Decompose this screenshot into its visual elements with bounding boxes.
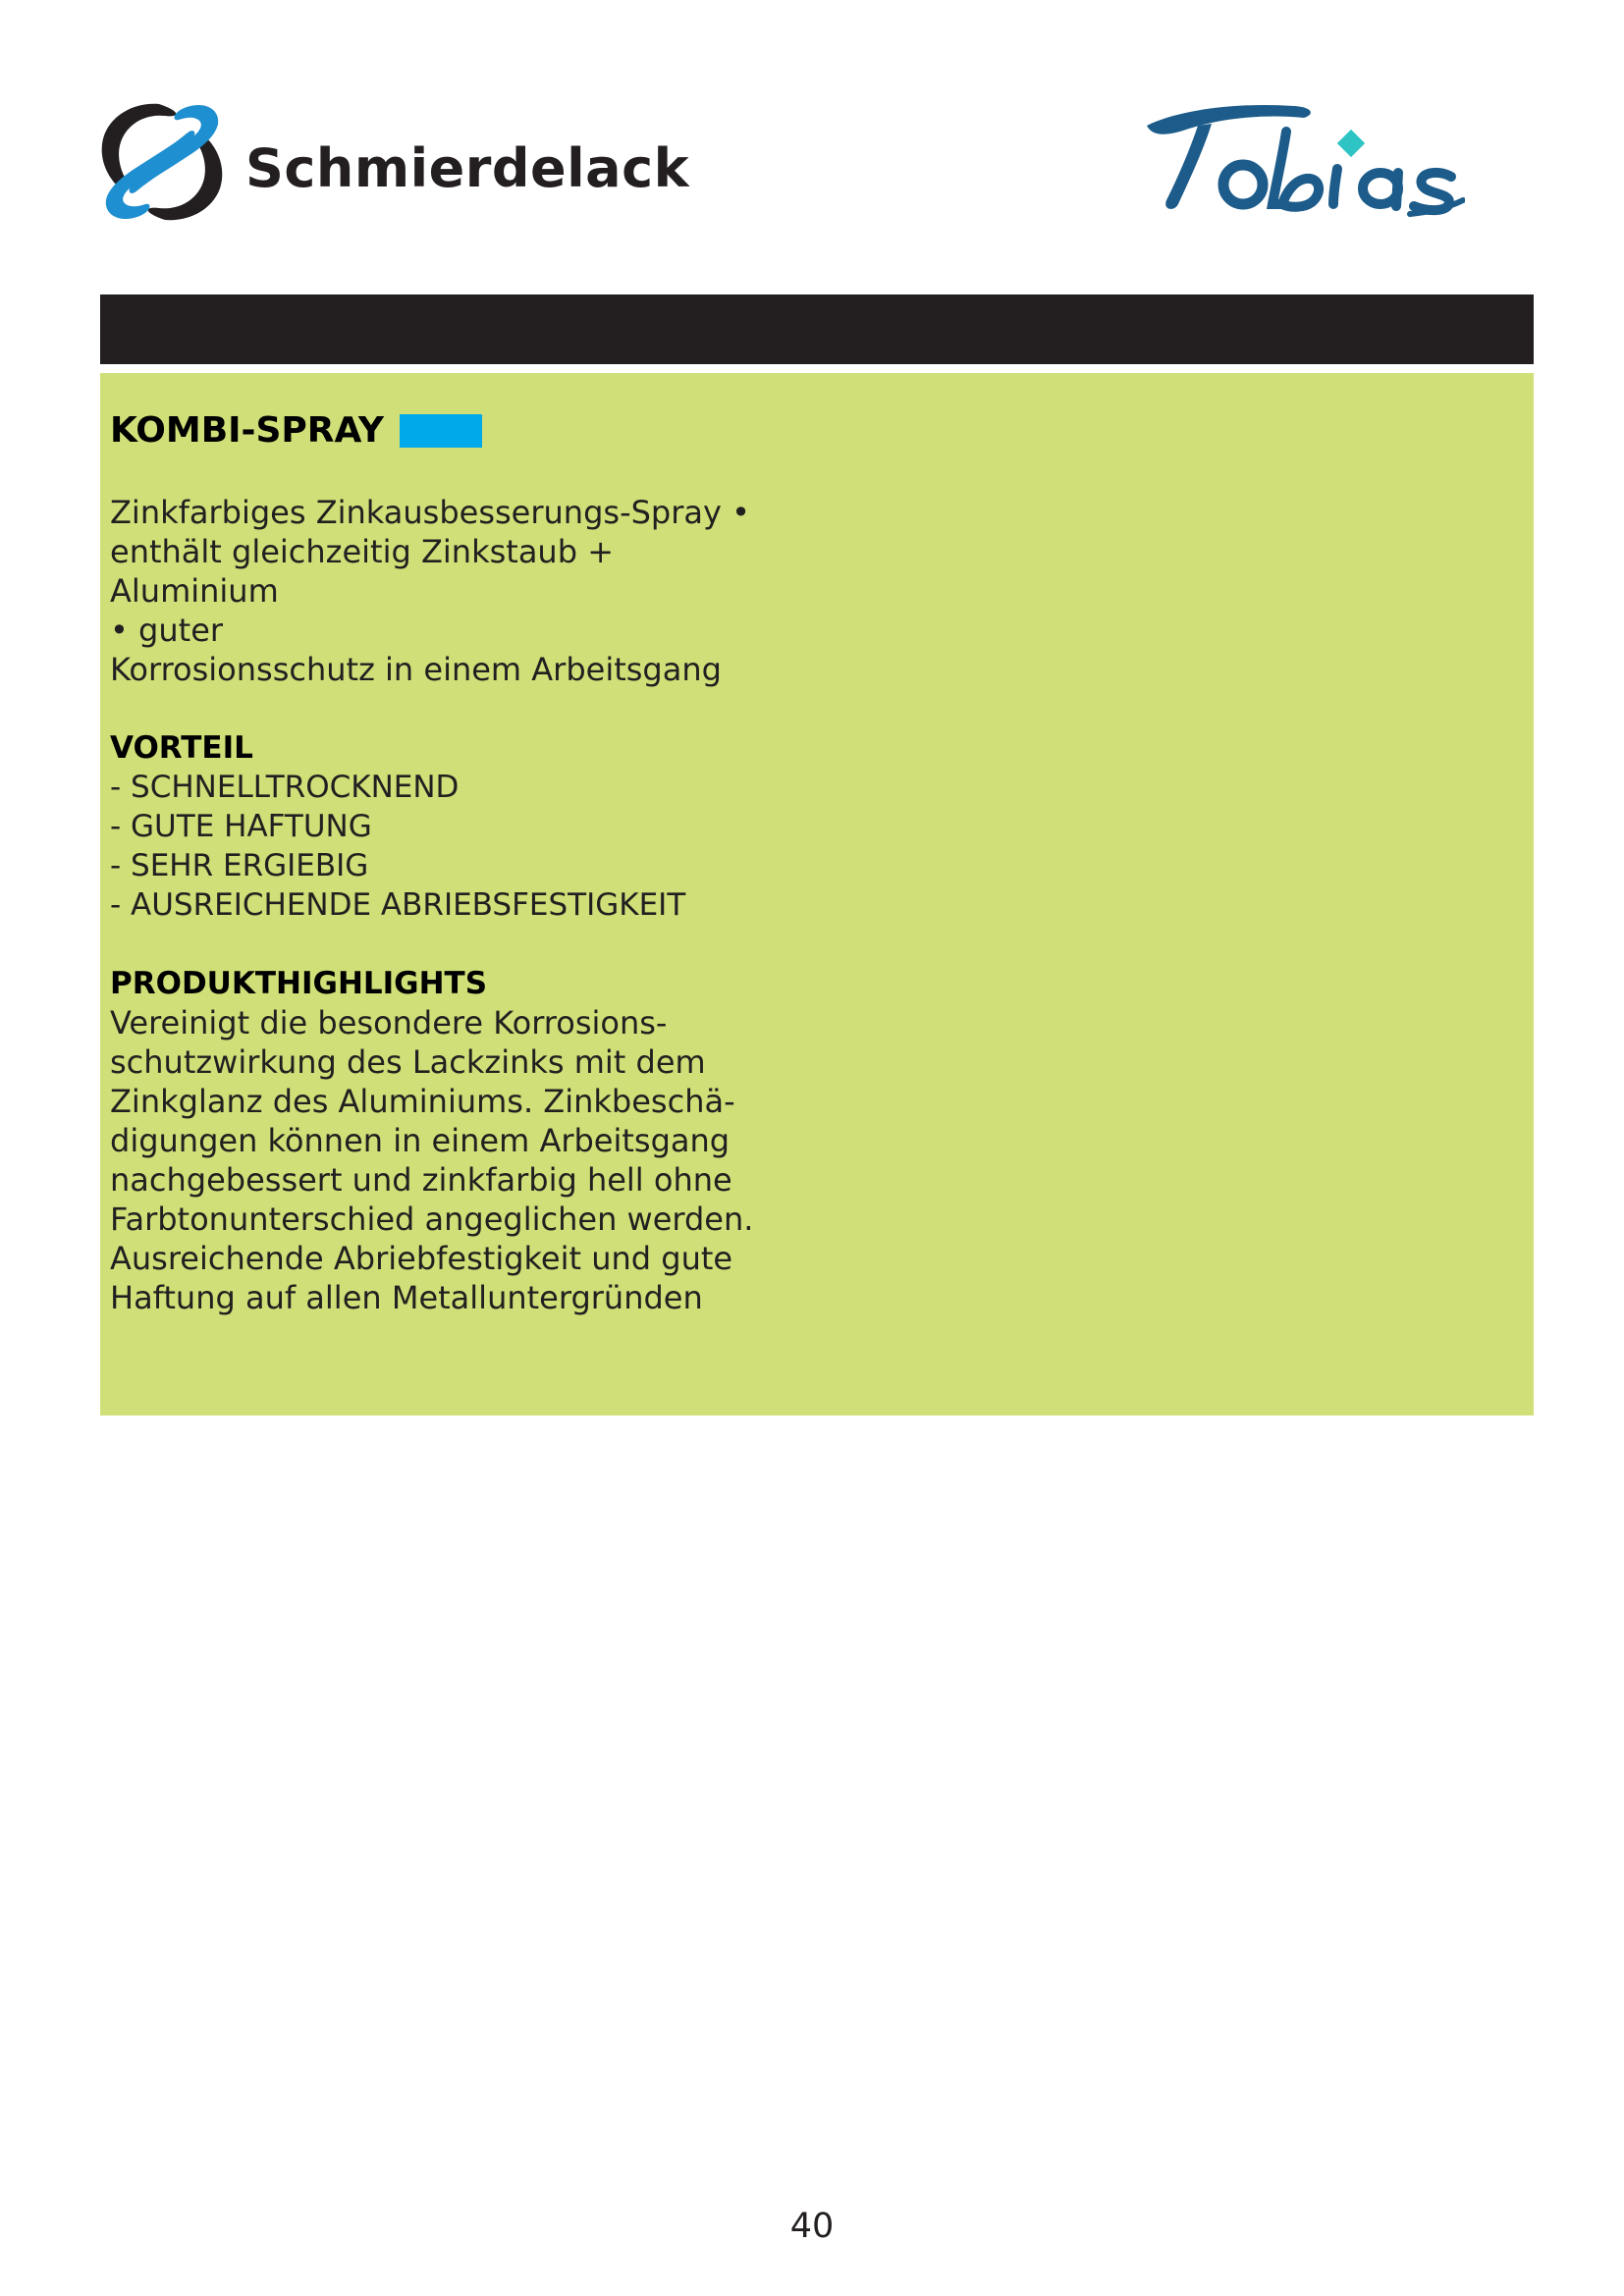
highlights-line: digungen können in einem Arbeitsgang	[110, 1122, 731, 1159]
page-number: 40	[789, 2207, 835, 2246]
list-item: - SEHR ERGIEBIG	[110, 848, 369, 883]
color-swatch	[400, 414, 482, 448]
list-item: - SCHNELLTROCKNEND	[110, 770, 460, 805]
brand-name: Schmierdelack	[245, 137, 690, 199]
highlights-line: schutzwirkung des Lackzinks mit dem	[110, 1043, 706, 1081]
highlights-line: Farbtonunterschied angeglichen werden.	[110, 1201, 754, 1238]
highlights-line: nachgebessert und zinkfarbig hell ohne	[110, 1161, 732, 1199]
intro-line: Zinkfarbiges Zinkausbesserungs-Spray •	[110, 494, 750, 531]
highlights-line: Zinkglanz des Aluminiums. Zinkbeschä-	[110, 1083, 735, 1120]
highlights-line: Vereinigt die besondere Korrosions-	[110, 1004, 668, 1041]
advantages-heading: VORTEIL	[110, 730, 253, 766]
advantages-list	[110, 768, 770, 925]
intro-line: enthält gleichzeitig Zinkstaub + Aluminium	[110, 533, 614, 610]
highlights-heading: PRODUKTHIGHLIGHTS	[110, 966, 488, 1001]
highlights-line: Ausreichende Abriebfestigkeit und gute	[110, 1240, 733, 1277]
product-heading	[110, 406, 770, 455]
intro-line: • guter	[110, 612, 224, 649]
orbit-logo-icon	[96, 96, 228, 228]
highlights-text	[110, 1003, 770, 1317]
intro-line: Korrosionsschutz in einem Arbeitsgang	[110, 651, 722, 688]
product-intro	[110, 493, 770, 689]
highlights-line: Haftung auf allen Metalluntergründen	[110, 1279, 703, 1316]
product-content	[110, 406, 770, 1317]
product-title: KOMBI-SPRAY	[110, 410, 384, 451]
list-item: - AUSREICHENDE ABRIEBSFESTIGKEIT	[110, 887, 686, 923]
list-item: - GUTE HAFTUNG	[110, 809, 372, 844]
tobias-logo-icon	[1139, 98, 1465, 220]
header-band	[100, 294, 1534, 364]
